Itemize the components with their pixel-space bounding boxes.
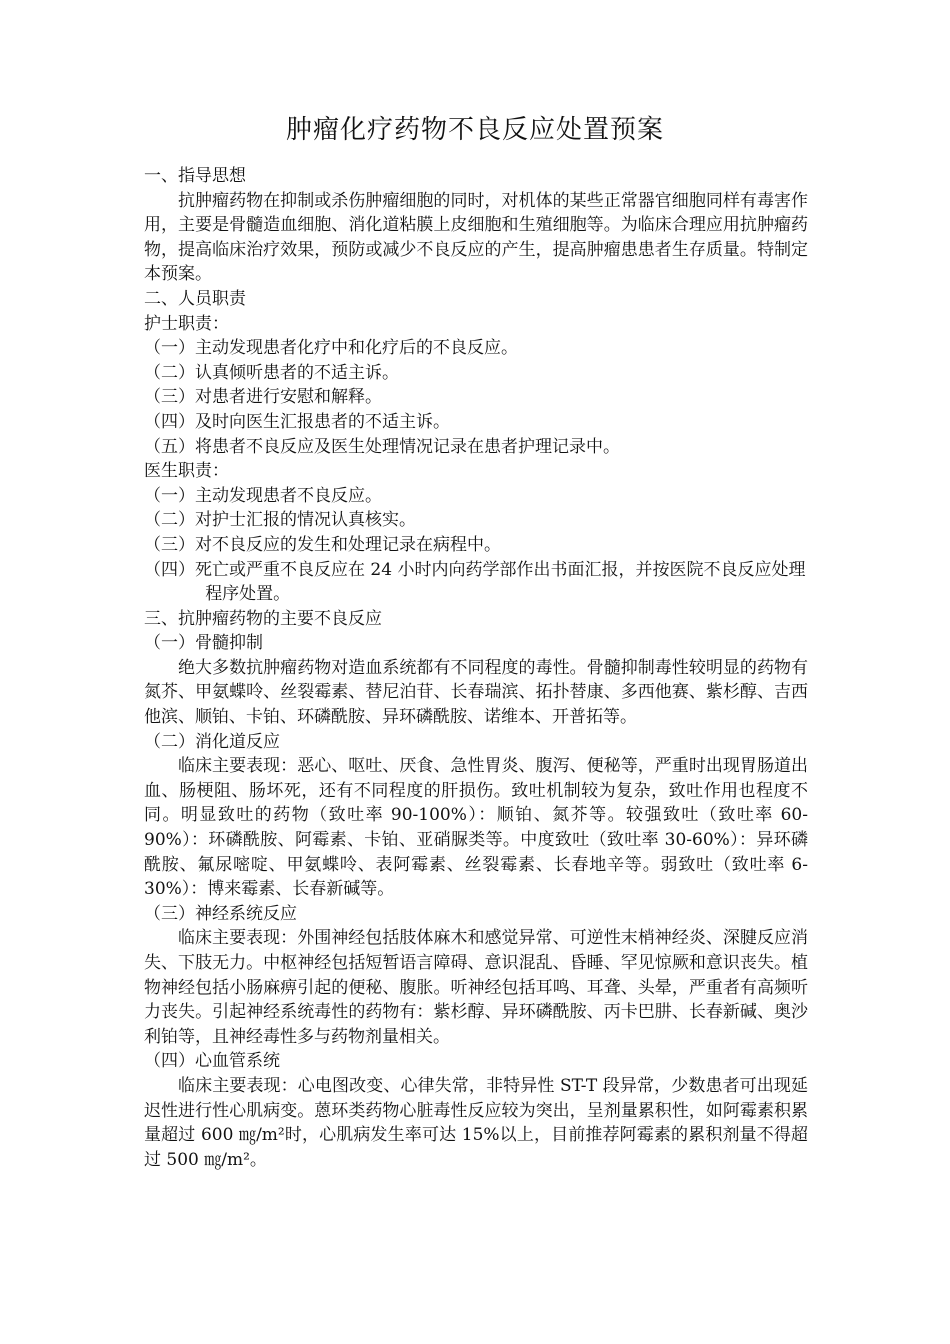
subsection-label: 医生职责： [144,461,229,482]
subsection-label: 护士职责： [144,313,229,334]
list-item: （四）死亡或严重不良反应在 24 小时内向药学部作出书面汇报，并按医院不良反应处理程序处置。 [144,559,806,605]
section-heading: 一、指导思想 [144,166,246,186]
document-body [144,164,808,1172]
list-item: （一）主动发现患者化疗中和化疗后的不良反应。 [144,338,518,359]
document-title: 肿瘤化疗药物不良反应处置预案 [285,115,664,145]
list-item: （二）认真倾听患者的不适主诉。 [144,362,399,383]
subsection-heading: （二）消化道反应 [144,731,280,752]
subsection-heading: （四）心血管系统 [144,1051,280,1072]
list-item: （五）将患者不良反应及医生处理情况记录在患者护理记录中。 [144,436,620,457]
subsection-heading: （三）神经系统反应 [144,903,297,924]
paragraph: 临床主要表现：恶心、呕吐、厌食、急性胃炎、腹泻、便秘等，严重时出现胃肠道出血、肠梗阻、肠坏死，还有不同程度的肝损伤。致吐机制较为复杂，致吐作用也程度不同。明显致吐的药物（致吐率 90-100%）：顺铂、氮芥等。较强致吐（致吐率 60-90%）：环磷酰胺、阿霉素、卡铂、亚硝脲类等。中度致吐（致吐率 30-60%）：异环磷酰胺、氟尿嘧啶、甲氨蝶呤、表阿霉素、丝裂霉素、长春地辛等。弱致吐（致吐率 6-30%）：博来霉素、长春新碱等。 [144,756,808,900]
subsection-heading: （一）骨髓抑制 [144,633,263,654]
paragraph: 抗肿瘤药物在抑制或杀伤肿瘤细胞的同时，对机体的某些正常器官细胞同样有毒害作用，主要是骨髓造血细胞、消化道粘膜上皮细胞和生殖细胞等。为临床合理应用抗肿瘤药物，提高临床治疗效果，预防或减少不良反应的产生，提高肿瘤患患者生存质量。特制定本预案。 [144,190,808,285]
paragraph: 绝大多数抗肿瘤药物对造血系统都有不同程度的毒性。骨髓抑制毒性较明显的药物有氮芥、甲氨蝶呤、丝裂霉素、替尼泊苷、长春瑞滨、拓扑替康、多西他赛、紫杉醇、吉西他滨、顺铂、卡铂、环磷酰胺、异环磷酰胺、诺维本、开普拓等。 [144,657,808,728]
list-item: （一）主动发现患者不良反应。 [144,485,382,506]
section-heading: 三、抗肿瘤药物的主要不良反应 [144,608,382,629]
section-heading: 二、人员职责 [144,288,246,309]
list-item: （三）对不良反应的发生和处理记录在病程中。 [144,534,501,555]
paragraph: 临床主要表现：外围神经包括肢体麻木和感觉异常、可逆性末梢神经炎、深腱反应消失、下肢无力。中枢神经包括短暂语言障碍、意识混乱、昏睡、罕见惊厥和意识丧失。植物神经包括小肠麻痹引起的便秘、腹胀。听神经包括耳鸣、耳聋、头晕，严重者有高频听力丧失。引起神经系统毒性的药物有：紫杉醇、异环磷酰胺、丙卡巴肼、长春新碱、奥沙利铂等，且神经毒性多与药物剂量相关。 [144,928,808,1047]
list-item: （二）对护士汇报的情况认真核实。 [144,510,416,531]
list-item: （三）对患者进行安慰和解释。 [144,387,382,408]
paragraph: 临床主要表现：心电图改变、心律失常，非特异性 ST-T 段异常，少数患者可出现延迟性进行性心肌病变。蒽环类药物心脏毒性反应较为突出，呈剂量累积性，如阿霉素积累量超过 600 ㎎/m²时，心肌病发生率可达 15%以上，目前推荐阿霉素的累积剂量不得超过 500 ㎎/m²。 [144,1075,808,1170]
list-item: （四）及时向医生汇报患者的不适主诉。 [144,411,450,432]
